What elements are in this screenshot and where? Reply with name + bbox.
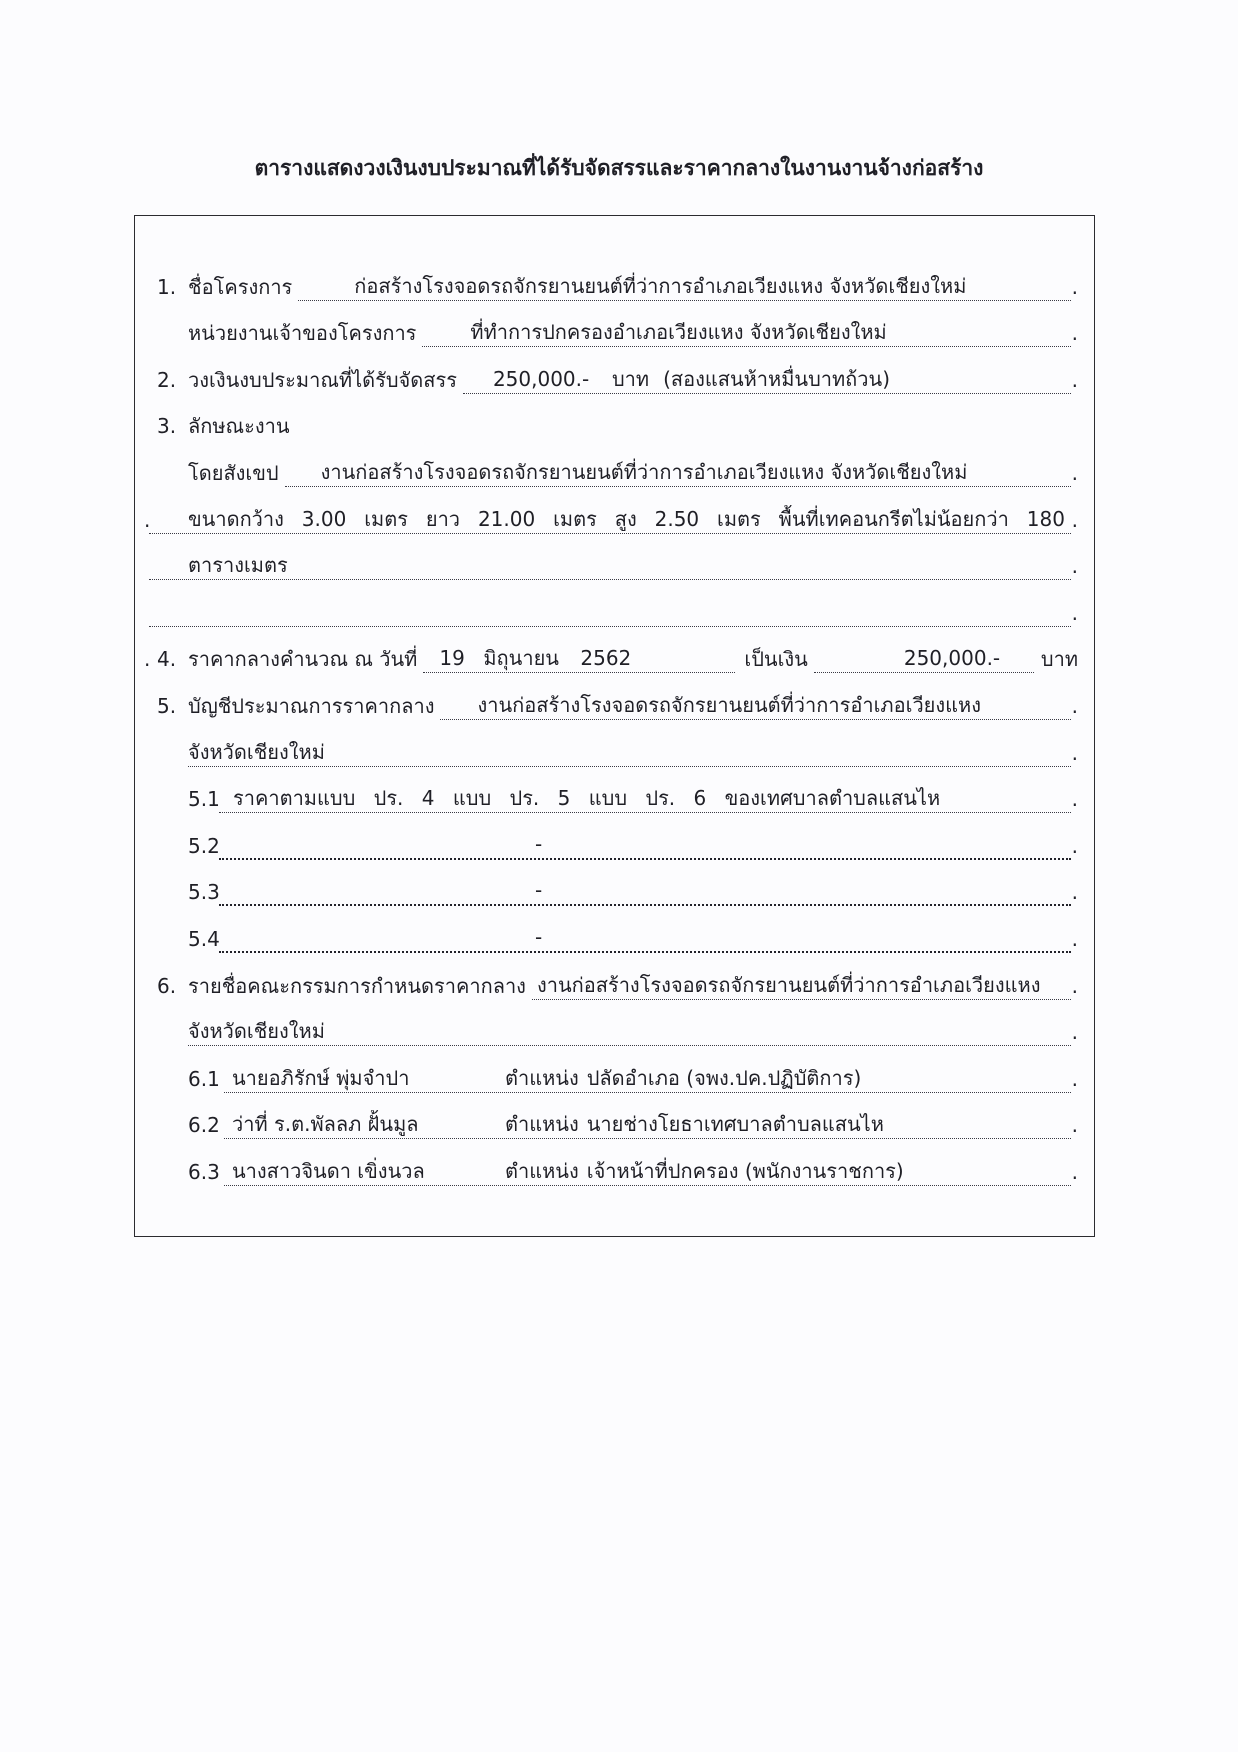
estimate-project: งานก่อสร้างโรงจอดรถจักรยานยนต์ที่ว่าการอำเภอเวียงแหง xyxy=(477,692,981,717)
line-end-dot: . xyxy=(1071,693,1078,718)
line-end-dot: . xyxy=(1071,321,1078,346)
sub-item-number: 5.2 xyxy=(188,833,220,858)
estimate-project-cont: จังหวัดเชียงใหม่ xyxy=(188,739,325,764)
committee-member-field xyxy=(224,1064,1071,1093)
estimate-item-field xyxy=(219,923,1071,953)
sub-item-number: 5.1 xyxy=(188,787,220,812)
member-position-label: ตำแหน่ง xyxy=(505,1065,579,1090)
estimate-item-row xyxy=(135,771,1094,818)
form-box xyxy=(134,215,1095,1237)
item-number: 6. xyxy=(157,973,177,998)
item-number: 1. xyxy=(157,274,177,299)
dimension-token: พื้นที่เทคอนกรีตไม่น้อยกว่า xyxy=(778,506,1009,531)
estimate-cont-field xyxy=(188,738,1071,767)
member-name: ว่าที่ ร.ต.พัลลภ ฝั้นมูล xyxy=(232,1112,419,1137)
item-number: 4. xyxy=(157,647,177,672)
estimate-item-text: - xyxy=(535,924,543,949)
sub-item-number: 5.4 xyxy=(188,926,220,951)
committee-member-row xyxy=(135,1097,1094,1144)
line-end-dot: . xyxy=(1071,740,1078,765)
line-end-dot: . xyxy=(1071,367,1078,392)
dimensions-cont-value: ตารางเมตร xyxy=(188,553,288,578)
summary-label: โดยสังเขป xyxy=(188,460,279,485)
item-number: 5. xyxy=(157,693,177,718)
dimension-token: เมตร xyxy=(553,506,597,531)
estimate-item-text: - xyxy=(535,878,543,903)
line-end-dot: . xyxy=(1071,880,1078,905)
estimate-label: บัญชีประมาณการราคากลาง xyxy=(188,693,435,718)
line-end-dot: . xyxy=(1071,1066,1078,1091)
committee-cont-row xyxy=(135,1004,1094,1051)
budget-amount: 250,000.- xyxy=(492,366,590,391)
estimate-item-text: - xyxy=(535,831,543,856)
item-number: 3. xyxy=(157,414,177,439)
summary-row xyxy=(135,444,1094,491)
sub-item-number: 6.1 xyxy=(188,1066,220,1091)
member-position: เจ้าหน้าที่ปกครอง (พนักงานราชการ) xyxy=(586,1158,904,1183)
item-1-row xyxy=(135,258,1094,305)
blank-field xyxy=(149,598,1071,627)
committee-label: รายชื่อคณะกรรมการกำหนดราคากลาง xyxy=(188,973,526,998)
estimate-item-field xyxy=(219,876,1071,906)
line-end-dot: . xyxy=(1071,554,1078,579)
item-5-row xyxy=(135,677,1094,724)
dimension-token: เมตร xyxy=(364,506,408,531)
member-position-label: ตำแหน่ง xyxy=(505,1158,579,1183)
form-rows xyxy=(135,258,1094,1190)
median-amount: 250,000.- xyxy=(903,646,1001,671)
dimension-token: ยาว xyxy=(425,506,461,531)
dimension-token: 2.50 xyxy=(654,506,700,531)
budget-unit: บาท xyxy=(611,366,650,391)
median-month: มิถุนายน xyxy=(483,646,559,671)
line-end-dot: . xyxy=(1071,1113,1078,1138)
sub-item-number: 5.3 xyxy=(188,880,220,905)
dimension-token: เมตร xyxy=(717,506,761,531)
line-end-dot: . xyxy=(1071,833,1078,858)
median-amount-label: เป็นเงิน xyxy=(744,647,808,672)
blank-row xyxy=(135,584,1094,631)
summary-value: งานก่อสร้างโรงจอดรถจักรยานยนต์ที่ว่าการอำเภอเวียงแหง จังหวัดเชียงใหม่ xyxy=(320,459,968,484)
line-end-dot: . xyxy=(1071,1020,1078,1045)
dimensions-cont-row xyxy=(135,538,1094,585)
dimensions-text xyxy=(149,505,1071,533)
line-start-dot: . xyxy=(144,647,151,672)
line-end-dot: . xyxy=(1071,973,1078,998)
line-end-dot: . xyxy=(1071,600,1078,625)
member-position-label: ตำแหน่ง xyxy=(505,1112,579,1137)
median-amount-field xyxy=(814,644,1034,673)
estimate-item-text: ราคาตามแบบ ปร. 4 แบบ ปร. 5 แบบ ปร. 6 ของเทศบาลตำบลแสนไห xyxy=(233,786,941,811)
committee-member-field xyxy=(224,1110,1071,1139)
line-end-dot: . xyxy=(1071,926,1078,951)
item-4-row xyxy=(135,631,1094,678)
estimate-item-field xyxy=(219,784,1071,813)
member-position: ปลัดอำเภอ (จพง.ปค.ปฏิบัติการ) xyxy=(586,1065,862,1090)
dimension-token: 21.00 xyxy=(477,506,536,531)
member-position: นายช่างโยธาเทศบาลตำบลแสนไห xyxy=(586,1112,884,1137)
estimate-cont-row xyxy=(135,724,1094,771)
line-end-dot: . xyxy=(1071,507,1078,532)
item-6-row xyxy=(135,957,1094,1004)
dimensions-field xyxy=(149,505,1071,534)
estimate-item-field xyxy=(219,830,1071,860)
dimension-token: ขนาดกว้าง xyxy=(188,506,284,531)
median-unit: บาท xyxy=(1040,647,1078,672)
estimate-item-row xyxy=(135,864,1094,911)
median-price-label: ราคากลางคำนวณ ณ วันที่ xyxy=(188,647,418,672)
budget-amount-text: (สองแสนห้าหมื่นบาทถ้วน) xyxy=(663,366,890,391)
dimension-token: 3.00 xyxy=(301,506,347,531)
member-name: นายอภิรักษ์ พุ่มจำปา xyxy=(232,1065,410,1090)
work-label: ลักษณะงาน xyxy=(188,414,290,439)
dimension-token: 180 xyxy=(1026,506,1065,531)
budget-label: วงเงินงบประมาณที่ได้รับจัดสรร xyxy=(188,367,457,392)
sub-item-number: 6.2 xyxy=(188,1113,220,1138)
line-end-dot: . xyxy=(1071,274,1078,299)
budget-field xyxy=(463,365,1071,394)
dimensions-cont-field xyxy=(149,551,1071,580)
owner-row xyxy=(135,305,1094,352)
committee-member-field xyxy=(224,1157,1071,1186)
member-name: นางสาวจินดา เขิ่งนวล xyxy=(232,1158,425,1183)
owner-field xyxy=(422,318,1071,347)
project-name-value: ก่อสร้างโรงจอดรถจักรยานยนต์ที่ว่าการอำเภอเวียงแหง จังหวัดเชียงใหม่ xyxy=(354,273,967,298)
median-year: 2562 xyxy=(580,646,632,671)
item-3-row xyxy=(135,398,1094,445)
item-number: 2. xyxy=(157,367,177,392)
dimension-token: สูง xyxy=(614,506,637,531)
median-day: 19 xyxy=(439,646,465,671)
estimate-item-row xyxy=(135,910,1094,957)
committee-project: งานก่อสร้างโรงจอดรถจักรยานยนต์ที่ว่าการอำเภอเวียงแหง xyxy=(536,972,1041,997)
sub-item-number: 6.3 xyxy=(188,1159,220,1184)
project-name-label: ชื่อโครงการ xyxy=(188,274,293,299)
project-name-field xyxy=(298,272,1071,301)
summary-field xyxy=(285,458,1071,487)
median-date-field xyxy=(423,644,735,673)
dimensions-row xyxy=(135,491,1094,538)
line-end-dot: . xyxy=(1071,460,1078,485)
line-start-dot: . xyxy=(144,507,151,532)
committee-member-row xyxy=(135,1050,1094,1097)
line-end-dot: . xyxy=(1071,787,1078,812)
committee-member-row xyxy=(135,1143,1094,1190)
document-title: ตารางแสดงวงเงินงบประมาณที่ได้รับจัดสรรและราคากลางในงานงานจ้างก่อสร้าง xyxy=(254,156,984,180)
committee-cont-field xyxy=(188,1017,1071,1046)
line-end-dot: . xyxy=(1071,1159,1078,1184)
estimate-item-row xyxy=(135,817,1094,864)
owner-value: ที่ทำการปกครองอำเภอเวียงแหง จังหวัดเชียงใหม่ xyxy=(470,320,887,345)
committee-field xyxy=(532,971,1071,1000)
estimate-field xyxy=(440,691,1071,720)
item-2-row xyxy=(135,351,1094,398)
committee-project-cont: จังหวัดเชียงใหม่ xyxy=(188,1019,325,1044)
owner-label: หน่วยงานเจ้าของโครงการ xyxy=(188,321,417,346)
